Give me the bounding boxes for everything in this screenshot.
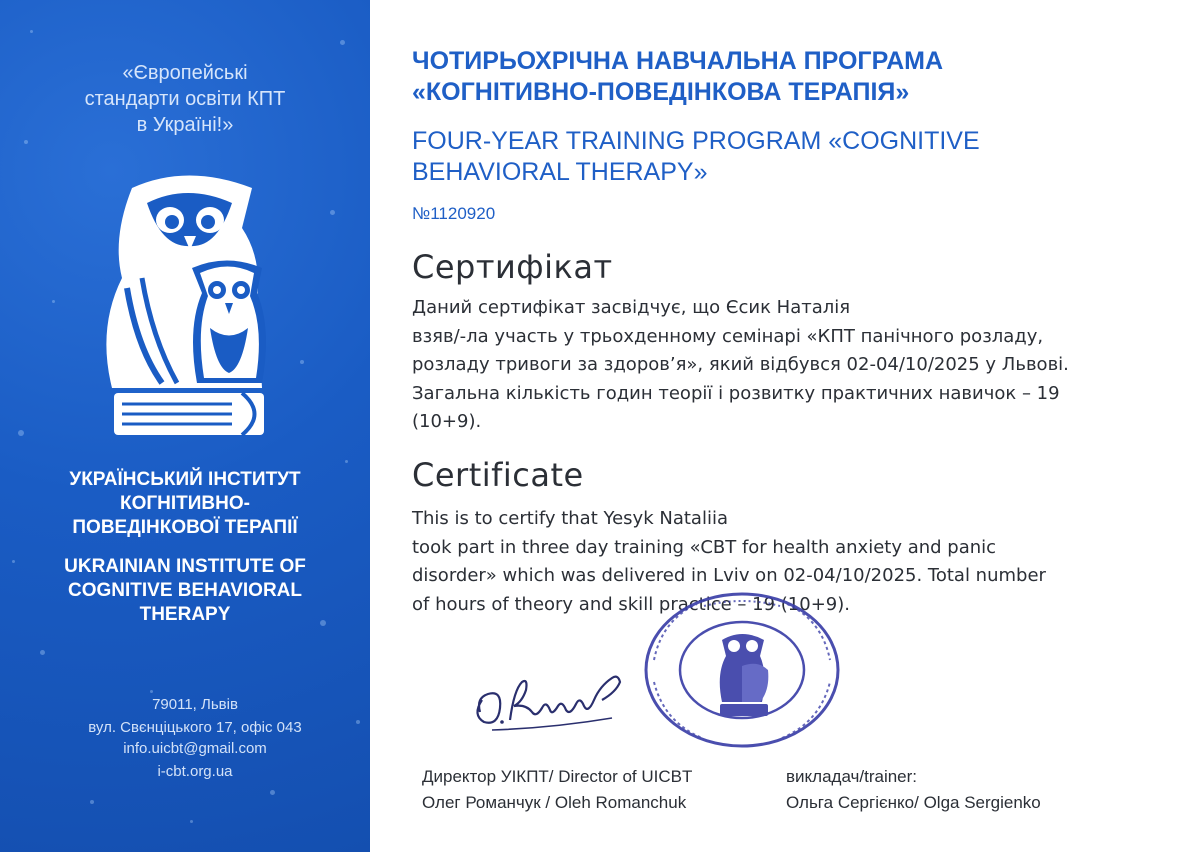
certificate-heading-ua: Сертифікат (412, 248, 613, 286)
certificate-heading-en: Certificate (412, 456, 584, 494)
website-link[interactable]: i-cbt.org.ua (157, 763, 233, 780)
institute-line: ПОВЕДІНКОВОЇ ТЕРАПІЇ (72, 517, 298, 538)
body-line: розладу тривоги за здоров’я», який відбувся 02-04/10/2025 у Львові. (412, 354, 1069, 375)
email-link[interactable]: info.uicbt@gmail.com (123, 740, 267, 757)
address-line: 79011, Львів (152, 696, 238, 713)
address-street: вул. Свєнціцького 17, офіс 043 (88, 719, 302, 736)
motto-line: стандарти освіти КПТ (84, 88, 286, 110)
certify-intro: Даний сертифікат засвідчує, що (412, 297, 726, 318)
body-line: disorder» which was delivered in Lviv on 02-04/10/2025. Total number (412, 565, 1046, 586)
motto-line: «Європейські (122, 62, 248, 84)
certify-line (412, 505, 1152, 534)
director-title: Директор УІКПТ/ Director of UICBT (422, 767, 693, 786)
director-name: Олег Романчук / Oleh Romanchuk (422, 793, 687, 812)
motto (40, 60, 330, 138)
trainer-name: Ольга Сергієнко/ Olga Sergienko (786, 793, 1041, 812)
body-line: took part in three day training «CBT for health anxiety and panic (412, 536, 997, 558)
left-panel (0, 0, 370, 852)
institute-line: COGNITIVE BEHAVIORAL (68, 580, 302, 601)
body-line: Загальна кількість годин теорії і розвитку практичних навичок – 19 (412, 382, 1060, 404)
institute-line: UKRAINIAN INSTITUTE OF (64, 556, 306, 577)
trainer-title: викладач/trainer: (786, 767, 918, 786)
program-title-en (412, 126, 1172, 188)
program-title-line: «КОГНІТИВНО-ПОВЕДІНКОВА ТЕРАПІЯ» (412, 78, 910, 106)
institute-seal-stamp-icon (642, 590, 842, 750)
recipient-name: Єсик Наталія (725, 297, 851, 318)
director-signature-icon (462, 660, 632, 735)
owls-on-book-logo-icon (92, 168, 292, 440)
certify-line (412, 294, 1152, 323)
institute-line: КОГНІТИВНО- (120, 493, 250, 514)
recipient-name: Yesyk Nataliia (603, 508, 728, 529)
director-signature-block (422, 764, 692, 816)
program-title-line: FOUR-YEAR TRAINING PROGRAM «COGNITIVE (412, 127, 980, 155)
program-title-ua (412, 46, 1172, 108)
institute-name-ua (30, 468, 340, 540)
certify-intro: This is to certify that (412, 508, 604, 529)
body-line: (10+9). (412, 411, 482, 432)
institute-name-en (30, 555, 340, 627)
institute-line: УКРАЇНСЬКИЙ ІНСТИТУТ (69, 469, 301, 490)
body-line: of hours of theory and skill practice – 19 (10+9). (412, 593, 850, 615)
trainer-signature-block (786, 764, 1041, 816)
program-title-line: ЧОТИРЬОХРІЧНА НАВЧАЛЬНА ПРОГРАМА (412, 47, 944, 75)
institute-line: THERAPY (139, 604, 231, 625)
certificate-number: №1120920 (412, 204, 496, 223)
program-title-line: BEHAVIORAL THERAPY» (412, 158, 708, 186)
certificate-body-ua (412, 294, 1152, 437)
body-line: взяв/-ла участь у трьохденному семінарі «КПТ панічного розладу, (412, 325, 1044, 347)
motto-line: в Україні!» (136, 114, 234, 136)
